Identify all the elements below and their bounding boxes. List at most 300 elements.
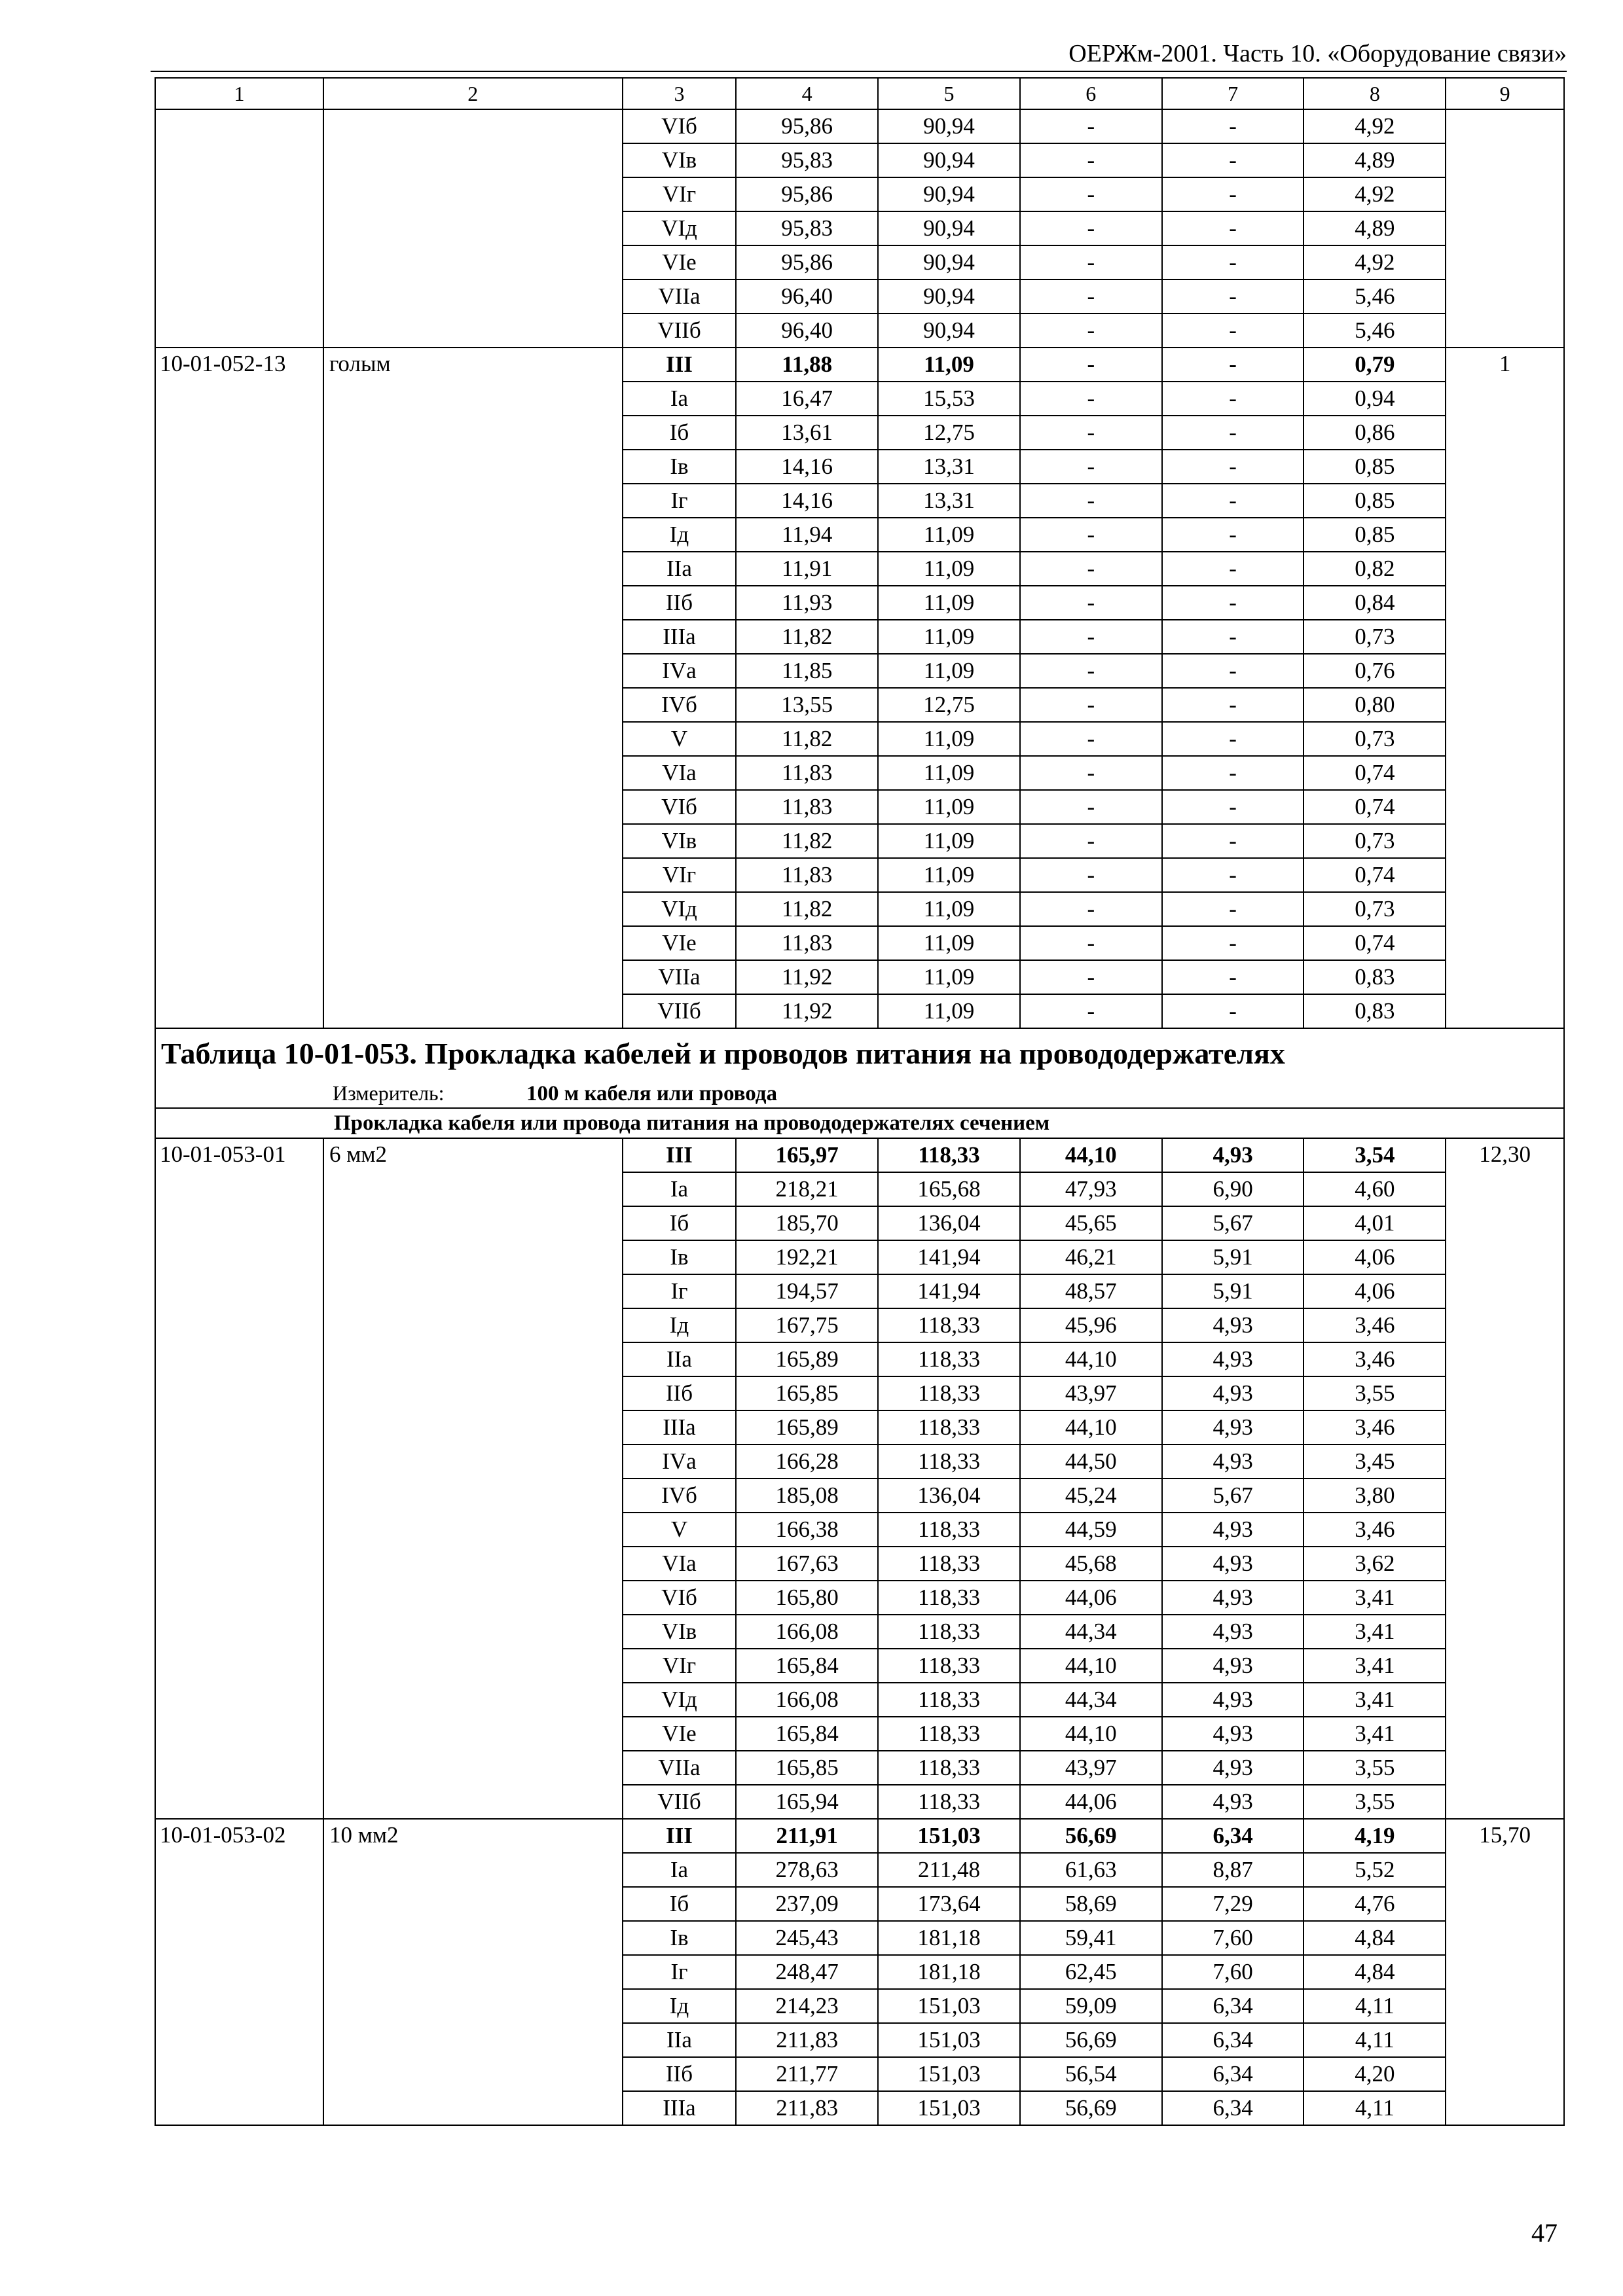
labor-cost xyxy=(1446,109,1564,348)
total-cost: 11,92 xyxy=(736,960,878,994)
wage-cost: 11,09 xyxy=(878,994,1020,1028)
wage-cost: 181,18 xyxy=(878,1955,1020,1989)
material-cost: 3,41 xyxy=(1304,1581,1446,1615)
material-cost: 0,79 xyxy=(1304,348,1446,382)
wage-cost: 11,09 xyxy=(878,552,1020,586)
meter-row xyxy=(155,1079,1564,1108)
material-cost: 0,85 xyxy=(1304,518,1446,552)
machinist-wage: - xyxy=(1162,960,1304,994)
wage-cost: 13,31 xyxy=(878,450,1020,484)
material-cost: 4,89 xyxy=(1304,143,1446,177)
wage-cost: 118,33 xyxy=(878,1581,1020,1615)
wage-cost: 118,33 xyxy=(878,1513,1020,1547)
wage-cost: 165,68 xyxy=(878,1172,1020,1206)
total-cost: 95,86 xyxy=(736,109,878,143)
total-cost: 11,82 xyxy=(736,620,878,654)
rates-table xyxy=(155,77,1565,2126)
material-cost: 0,80 xyxy=(1304,688,1446,722)
machine-cost: 46,21 xyxy=(1020,1240,1162,1274)
material-cost: 3,46 xyxy=(1304,1410,1446,1444)
material-cost: 3,46 xyxy=(1304,1513,1446,1547)
wage-cost: 90,94 xyxy=(878,177,1020,211)
rate-name xyxy=(323,109,623,348)
region-code: Iа xyxy=(623,382,737,416)
material-cost: 0,73 xyxy=(1304,620,1446,654)
machine-cost: - xyxy=(1020,824,1162,858)
material-cost: 4,76 xyxy=(1304,1887,1446,1921)
machinist-wage: - xyxy=(1162,994,1304,1028)
region-code: V xyxy=(623,1513,737,1547)
wage-cost: 151,03 xyxy=(878,2091,1020,2125)
region-code: VIе xyxy=(623,926,737,960)
material-cost: 0,85 xyxy=(1304,484,1446,518)
machine-cost: 44,34 xyxy=(1020,1683,1162,1717)
machinist-wage: - xyxy=(1162,450,1304,484)
region-code: Iд xyxy=(623,518,737,552)
machinist-wage: - xyxy=(1162,177,1304,211)
machine-cost: - xyxy=(1020,790,1162,824)
machinist-wage: 5,91 xyxy=(1162,1240,1304,1274)
wage-cost: 11,09 xyxy=(878,586,1020,620)
material-cost: 0,82 xyxy=(1304,552,1446,586)
machinist-wage: - xyxy=(1162,211,1304,245)
material-cost: 0,73 xyxy=(1304,722,1446,756)
column-number-row xyxy=(155,78,1564,109)
material-cost: 3,55 xyxy=(1304,1751,1446,1785)
material-cost: 0,94 xyxy=(1304,382,1446,416)
total-cost: 211,77 xyxy=(736,2057,878,2091)
labor-cost: 15,70 xyxy=(1446,1819,1564,2125)
total-cost: 237,09 xyxy=(736,1887,878,1921)
machinist-wage: 5,91 xyxy=(1162,1274,1304,1308)
table-title-row xyxy=(155,1028,1564,1079)
region-code: III xyxy=(623,348,737,382)
machinist-wage: - xyxy=(1162,382,1304,416)
machine-cost: 45,24 xyxy=(1020,1479,1162,1513)
column-number: 4 xyxy=(736,78,878,109)
total-cost: 11,88 xyxy=(736,348,878,382)
region-code: VIв xyxy=(623,143,737,177)
machine-cost: - xyxy=(1020,245,1162,279)
machine-cost: 44,06 xyxy=(1020,1785,1162,1819)
machinist-wage: - xyxy=(1162,790,1304,824)
region-code: IVб xyxy=(623,688,737,722)
column-number: 8 xyxy=(1304,78,1446,109)
wage-cost: 11,09 xyxy=(878,892,1020,926)
machinist-wage: 5,67 xyxy=(1162,1206,1304,1240)
machinist-wage: - xyxy=(1162,756,1304,790)
material-cost: 4,20 xyxy=(1304,2057,1446,2091)
wage-cost: 90,94 xyxy=(878,279,1020,314)
region-code: Iг xyxy=(623,484,737,518)
material-cost: 0,83 xyxy=(1304,994,1446,1028)
machine-cost: - xyxy=(1020,994,1162,1028)
region-code: VIб xyxy=(623,109,737,143)
machinist-wage: 6,34 xyxy=(1162,2023,1304,2057)
region-code: Iв xyxy=(623,450,737,484)
region-code: VIIб xyxy=(623,994,737,1028)
table-row xyxy=(155,109,1564,143)
region-code: Iг xyxy=(623,1955,737,1989)
material-cost: 3,41 xyxy=(1304,1615,1446,1649)
material-cost: 5,46 xyxy=(1304,314,1446,348)
table-row xyxy=(155,1819,1564,1853)
subtitle-cell xyxy=(155,1108,1564,1138)
machine-cost: - xyxy=(1020,586,1162,620)
region-code: IIа xyxy=(623,1342,737,1376)
total-cost: 165,89 xyxy=(736,1410,878,1444)
material-cost: 3,41 xyxy=(1304,1683,1446,1717)
machinist-wage: 6,34 xyxy=(1162,1989,1304,2023)
wage-cost: 90,94 xyxy=(878,314,1020,348)
machinist-wage: - xyxy=(1162,484,1304,518)
page-number: 47 xyxy=(1531,2218,1558,2248)
wage-cost: 118,33 xyxy=(878,1138,1020,1172)
machine-cost: - xyxy=(1020,892,1162,926)
region-code: IIб xyxy=(623,586,737,620)
wage-cost: 90,94 xyxy=(878,143,1020,177)
rate-code xyxy=(155,109,323,348)
wage-cost: 11,09 xyxy=(878,756,1020,790)
total-cost: 11,83 xyxy=(736,756,878,790)
machine-cost: - xyxy=(1020,450,1162,484)
table-title: Таблица 10-01-053. Прокладка кабелей и проводов питания на провододержателях xyxy=(155,1028,1564,1079)
machine-cost: - xyxy=(1020,722,1162,756)
region-code: VIа xyxy=(623,756,737,790)
material-cost: 0,74 xyxy=(1304,926,1446,960)
machinist-wage: - xyxy=(1162,552,1304,586)
material-cost: 0,84 xyxy=(1304,586,1446,620)
region-code: VIд xyxy=(623,211,737,245)
machinist-wage: 4,93 xyxy=(1162,1376,1304,1410)
wage-cost: 118,33 xyxy=(878,1751,1020,1785)
material-cost: 4,92 xyxy=(1304,245,1446,279)
machine-cost: - xyxy=(1020,654,1162,688)
machine-cost: - xyxy=(1020,926,1162,960)
material-cost: 3,41 xyxy=(1304,1717,1446,1751)
machine-cost: 44,10 xyxy=(1020,1410,1162,1444)
wage-cost: 90,94 xyxy=(878,211,1020,245)
region-code: V xyxy=(623,722,737,756)
machinist-wage: - xyxy=(1162,143,1304,177)
machinist-wage: 4,93 xyxy=(1162,1649,1304,1683)
wage-cost: 151,03 xyxy=(878,2057,1020,2091)
wage-cost: 118,33 xyxy=(878,1547,1020,1581)
column-number: 2 xyxy=(323,78,623,109)
machine-cost: - xyxy=(1020,143,1162,177)
machinist-wage: 4,93 xyxy=(1162,1138,1304,1172)
material-cost: 3,54 xyxy=(1304,1138,1446,1172)
machine-cost: - xyxy=(1020,279,1162,314)
machinist-wage: - xyxy=(1162,620,1304,654)
region-code: VIе xyxy=(623,245,737,279)
material-cost: 3,46 xyxy=(1304,1342,1446,1376)
material-cost: 4,92 xyxy=(1304,109,1446,143)
wage-cost: 136,04 xyxy=(878,1479,1020,1513)
wage-cost: 118,33 xyxy=(878,1410,1020,1444)
table-subtitle: Прокладка кабеля или провода питания на провододержателях сечением xyxy=(334,1111,1050,1135)
wage-cost: 118,33 xyxy=(878,1649,1020,1683)
wage-cost: 13,31 xyxy=(878,484,1020,518)
total-cost: 11,82 xyxy=(736,892,878,926)
region-code: Iб xyxy=(623,1887,737,1921)
meter-cell xyxy=(155,1079,1564,1108)
region-code: III xyxy=(623,1819,737,1853)
machine-cost: 44,10 xyxy=(1020,1717,1162,1751)
machine-cost: - xyxy=(1020,756,1162,790)
wage-cost: 11,09 xyxy=(878,654,1020,688)
labor-cost: 12,30 xyxy=(1446,1138,1564,1819)
material-cost: 4,06 xyxy=(1304,1240,1446,1274)
material-cost: 4,01 xyxy=(1304,1206,1446,1240)
machinist-wage: 4,93 xyxy=(1162,1513,1304,1547)
machinist-wage: - xyxy=(1162,824,1304,858)
machinist-wage: 5,67 xyxy=(1162,1479,1304,1513)
machinist-wage: 4,93 xyxy=(1162,1410,1304,1444)
machine-cost: 43,97 xyxy=(1020,1751,1162,1785)
total-cost: 165,84 xyxy=(736,1717,878,1751)
material-cost: 4,06 xyxy=(1304,1274,1446,1308)
material-cost: 3,80 xyxy=(1304,1479,1446,1513)
wage-cost: 118,33 xyxy=(878,1615,1020,1649)
total-cost: 165,97 xyxy=(736,1138,878,1172)
region-code: IIIа xyxy=(623,2091,737,2125)
material-cost: 0,74 xyxy=(1304,858,1446,892)
region-code: IIIа xyxy=(623,620,737,654)
machinist-wage: - xyxy=(1162,858,1304,892)
region-code: VIг xyxy=(623,1649,737,1683)
machine-cost: 44,10 xyxy=(1020,1138,1162,1172)
machine-cost: 44,50 xyxy=(1020,1444,1162,1479)
rate-name: 10 мм2 xyxy=(323,1819,623,2125)
material-cost: 4,11 xyxy=(1304,2023,1446,2057)
machine-cost: 59,41 xyxy=(1020,1921,1162,1955)
machinist-wage: - xyxy=(1162,722,1304,756)
machine-cost: 44,10 xyxy=(1020,1342,1162,1376)
machine-cost: 44,34 xyxy=(1020,1615,1162,1649)
region-code: IIб xyxy=(623,2057,737,2091)
column-number: 1 xyxy=(155,78,323,109)
wage-cost: 173,64 xyxy=(878,1887,1020,1921)
material-cost: 0,73 xyxy=(1304,824,1446,858)
region-code: IIа xyxy=(623,2023,737,2057)
wage-cost: 118,33 xyxy=(878,1376,1020,1410)
region-code: VIIб xyxy=(623,1785,737,1819)
material-cost: 3,45 xyxy=(1304,1444,1446,1479)
machine-cost: - xyxy=(1020,416,1162,450)
total-cost: 166,08 xyxy=(736,1615,878,1649)
machinist-wage: 4,93 xyxy=(1162,1615,1304,1649)
total-cost: 245,43 xyxy=(736,1921,878,1955)
total-cost: 16,47 xyxy=(736,382,878,416)
machinist-wage: 7,60 xyxy=(1162,1955,1304,1989)
region-code: VIIб xyxy=(623,314,737,348)
material-cost: 4,89 xyxy=(1304,211,1446,245)
material-cost: 4,19 xyxy=(1304,1819,1446,1853)
machine-cost: - xyxy=(1020,211,1162,245)
wage-cost: 11,09 xyxy=(878,620,1020,654)
total-cost: 13,55 xyxy=(736,688,878,722)
machine-cost: - xyxy=(1020,552,1162,586)
machine-cost: 56,54 xyxy=(1020,2057,1162,2091)
total-cost: 11,91 xyxy=(736,552,878,586)
machinist-wage: - xyxy=(1162,109,1304,143)
region-code: VIв xyxy=(623,824,737,858)
rate-name: голым xyxy=(323,348,623,1028)
machine-cost: - xyxy=(1020,960,1162,994)
total-cost: 11,92 xyxy=(736,994,878,1028)
wage-cost: 118,33 xyxy=(878,1683,1020,1717)
total-cost: 11,85 xyxy=(736,654,878,688)
total-cost: 278,63 xyxy=(736,1853,878,1887)
wage-cost: 136,04 xyxy=(878,1206,1020,1240)
machinist-wage: - xyxy=(1162,279,1304,314)
total-cost: 166,28 xyxy=(736,1444,878,1479)
meter-label: Измеритель: xyxy=(333,1081,445,1105)
region-code: IVа xyxy=(623,654,737,688)
total-cost: 11,83 xyxy=(736,790,878,824)
machinist-wage: 4,93 xyxy=(1162,1308,1304,1342)
total-cost: 11,83 xyxy=(736,858,878,892)
region-code: VIг xyxy=(623,177,737,211)
region-code: III xyxy=(623,1138,737,1172)
region-code: VIе xyxy=(623,1717,737,1751)
region-code: Iв xyxy=(623,1921,737,1955)
material-cost: 5,46 xyxy=(1304,279,1446,314)
total-cost: 11,94 xyxy=(736,518,878,552)
wage-cost: 11,09 xyxy=(878,722,1020,756)
region-code: Iа xyxy=(623,1853,737,1887)
material-cost: 4,84 xyxy=(1304,1921,1446,1955)
header-rule xyxy=(151,71,1567,72)
total-cost: 96,40 xyxy=(736,279,878,314)
machinist-wage: 6,34 xyxy=(1162,1819,1304,1853)
machinist-wage: - xyxy=(1162,926,1304,960)
region-code: Iб xyxy=(623,1206,737,1240)
total-cost: 211,91 xyxy=(736,1819,878,1853)
machinist-wage: 4,93 xyxy=(1162,1342,1304,1376)
material-cost: 4,11 xyxy=(1304,1989,1446,2023)
material-cost: 0,76 xyxy=(1304,654,1446,688)
total-cost: 96,40 xyxy=(736,314,878,348)
machine-cost: 44,10 xyxy=(1020,1649,1162,1683)
machine-cost: 56,69 xyxy=(1020,2091,1162,2125)
subtitle-row xyxy=(155,1108,1564,1138)
region-code: VIб xyxy=(623,790,737,824)
machine-cost: 45,65 xyxy=(1020,1206,1162,1240)
column-number: 5 xyxy=(878,78,1020,109)
total-cost: 95,86 xyxy=(736,245,878,279)
total-cost: 165,94 xyxy=(736,1785,878,1819)
region-code: VIа xyxy=(623,1547,737,1581)
region-code: IIб xyxy=(623,1376,737,1410)
material-cost: 3,41 xyxy=(1304,1649,1446,1683)
material-cost: 0,86 xyxy=(1304,416,1446,450)
wage-cost: 11,09 xyxy=(878,518,1020,552)
wage-cost: 12,75 xyxy=(878,416,1020,450)
region-code: VIд xyxy=(623,1683,737,1717)
region-code: IIа xyxy=(623,552,737,586)
wage-cost: 90,94 xyxy=(878,245,1020,279)
material-cost: 0,83 xyxy=(1304,960,1446,994)
total-cost: 211,83 xyxy=(736,2023,878,2057)
region-code: Iг xyxy=(623,1274,737,1308)
machinist-wage: 4,93 xyxy=(1162,1785,1304,1819)
rate-code: 10-01-052-13 xyxy=(155,348,323,1028)
total-cost: 95,83 xyxy=(736,143,878,177)
machinist-wage: 4,93 xyxy=(1162,1751,1304,1785)
machinist-wage: - xyxy=(1162,688,1304,722)
material-cost: 4,92 xyxy=(1304,177,1446,211)
machinist-wage: 4,93 xyxy=(1162,1717,1304,1751)
machinist-wage: 6,90 xyxy=(1162,1172,1304,1206)
machinist-wage: - xyxy=(1162,416,1304,450)
wage-cost: 12,75 xyxy=(878,688,1020,722)
machine-cost: 62,45 xyxy=(1020,1955,1162,1989)
total-cost: 11,83 xyxy=(736,926,878,960)
region-code: IVб xyxy=(623,1479,737,1513)
material-cost: 3,46 xyxy=(1304,1308,1446,1342)
meter-value: 100 м кабеля или провода xyxy=(526,1081,777,1105)
machine-cost: 48,57 xyxy=(1020,1274,1162,1308)
machine-cost: - xyxy=(1020,382,1162,416)
wage-cost: 15,53 xyxy=(878,382,1020,416)
material-cost: 4,84 xyxy=(1304,1955,1446,1989)
total-cost: 165,89 xyxy=(736,1342,878,1376)
region-code: Iд xyxy=(623,1308,737,1342)
region-code: VIIа xyxy=(623,279,737,314)
machine-cost: 56,69 xyxy=(1020,1819,1162,1853)
total-cost: 185,08 xyxy=(736,1479,878,1513)
table-row xyxy=(155,1138,1564,1172)
machine-cost: - xyxy=(1020,858,1162,892)
material-cost: 0,73 xyxy=(1304,892,1446,926)
machine-cost: - xyxy=(1020,109,1162,143)
total-cost: 95,83 xyxy=(736,211,878,245)
rate-name: 6 мм2 xyxy=(323,1138,623,1819)
wage-cost: 11,09 xyxy=(878,960,1020,994)
wage-cost: 151,03 xyxy=(878,1989,1020,2023)
labor-cost: 1 xyxy=(1446,348,1564,1028)
total-cost: 167,75 xyxy=(736,1308,878,1342)
rates-table-body xyxy=(155,78,1564,2125)
page-header: ОЕРЖм-2001. Часть 10. «Оборудование связи» xyxy=(1068,40,1567,67)
machine-cost: 45,68 xyxy=(1020,1547,1162,1581)
machine-cost: 44,06 xyxy=(1020,1581,1162,1615)
total-cost: 11,93 xyxy=(736,586,878,620)
wage-cost: 90,94 xyxy=(878,109,1020,143)
total-cost: 165,84 xyxy=(736,1649,878,1683)
column-number: 6 xyxy=(1020,78,1162,109)
wage-cost: 151,03 xyxy=(878,2023,1020,2057)
rate-code: 10-01-053-01 xyxy=(155,1138,323,1819)
total-cost: 14,16 xyxy=(736,484,878,518)
total-cost: 214,23 xyxy=(736,1989,878,2023)
total-cost: 11,82 xyxy=(736,722,878,756)
total-cost: 11,82 xyxy=(736,824,878,858)
total-cost: 211,83 xyxy=(736,2091,878,2125)
table-row xyxy=(155,348,1564,382)
material-cost: 0,74 xyxy=(1304,756,1446,790)
region-code: VIв xyxy=(623,1615,737,1649)
wage-cost: 11,09 xyxy=(878,824,1020,858)
column-number: 9 xyxy=(1446,78,1564,109)
material-cost: 4,11 xyxy=(1304,2091,1446,2125)
material-cost: 3,55 xyxy=(1304,1785,1446,1819)
region-code: VIд xyxy=(623,892,737,926)
machine-cost: - xyxy=(1020,314,1162,348)
machinist-wage: 4,93 xyxy=(1162,1547,1304,1581)
